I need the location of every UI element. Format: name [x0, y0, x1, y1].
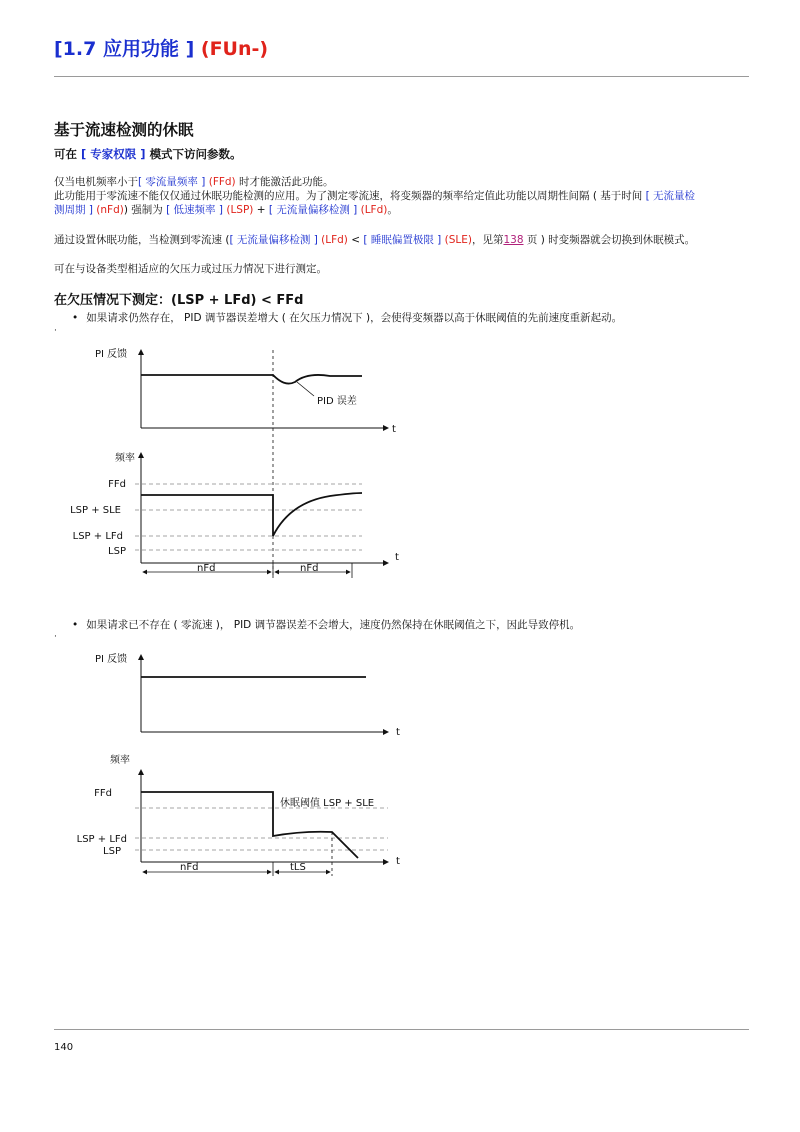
code-lfd: (LFd): [360, 204, 388, 216]
para1-line3: [54, 203, 754, 218]
param-link-nfd-cont[interactable]: 测周期 ]: [54, 204, 93, 216]
interval-label-2: nFd: [300, 563, 319, 574]
code-lfd: (LFd): [321, 234, 348, 246]
pi-feedback-label: PI 反馈: [95, 654, 128, 665]
stray-dot: ·: [54, 632, 57, 642]
code-sle: (SLE): [444, 234, 472, 246]
footer-rule: [54, 1029, 749, 1030]
frequency-curve: [141, 493, 362, 536]
lsp-label: LSP: [108, 546, 126, 557]
bullet-dot: •: [72, 312, 79, 324]
text: 此功能用于零流速不能仅仅通过休眠功能检测的应用。为了测定零流速，将变频器的频率给定值此功能以周期性间隔 ( 基于时间: [54, 190, 646, 202]
lsp-label: LSP: [103, 846, 121, 857]
interval-label-1: nFd: [197, 563, 216, 574]
ffd-label: FFd: [108, 479, 126, 490]
para3: 可在与设备类型相适应的欠压力或过压力情况下进行测定。: [54, 263, 327, 275]
interval-label-1: nFd: [180, 862, 199, 873]
ffd-label: FFd: [94, 788, 112, 799]
pid-error-label: PID 误差: [317, 396, 357, 407]
param-link-lsp[interactable]: [ 低速频率 ]: [166, 204, 223, 216]
diagram-2: [0, 640, 800, 880]
sleep-threshold-label: 休眠阈值 LSP + SLE: [280, 798, 375, 809]
frequency-label: 频率: [115, 453, 135, 464]
param-link-lfd[interactable]: [ 无流量偏移检测 ]: [229, 234, 318, 246]
time-label: t: [392, 424, 396, 435]
text: 页 ) 时变频器就会切换到休眠模式。: [526, 234, 696, 246]
param-link-lfd[interactable]: [ 无流量偏移检测 ]: [268, 204, 358, 216]
text: 通过设置休眠功能，当检测到零流速 (: [54, 234, 230, 246]
time-label: t: [396, 856, 400, 867]
header-rule: [54, 76, 749, 77]
param-link-ffd[interactable]: [ 零流量频率 ]: [138, 176, 206, 188]
param-link-nfd[interactable]: [ 无流量检: [645, 190, 696, 202]
section-heading: 基于流速检测的休眠: [54, 121, 194, 139]
frequency-label: 频率: [110, 755, 130, 766]
pi-feedback-label: PI 反馈: [95, 349, 128, 360]
text: <: [351, 234, 361, 246]
para1-line1: [54, 175, 754, 190]
pid-error-leader: [297, 382, 314, 396]
text: 。: [387, 204, 398, 216]
bullet-dot: •: [72, 619, 79, 631]
pi-feedback-curve: [141, 375, 362, 384]
code-lsp: (LSP): [226, 204, 254, 216]
text: ) 强制为: [123, 204, 163, 216]
time-label: t: [396, 727, 400, 738]
bullet-1: [72, 310, 622, 325]
bullet-2: [72, 617, 580, 632]
subsection-heading: 在欠压情况下测定：(LSP + LFd) < FFd: [54, 293, 304, 308]
text: ，见第: [471, 234, 504, 246]
interval-label-2: tLS: [290, 862, 306, 873]
bullet-text: 如果请求仍然存在， PID 调节器误差增大 ( 在欠压力情况下 )，会使得变频器以高于休眠阈值的先前速度重新起动。: [86, 312, 623, 324]
diagram-1: [0, 330, 800, 580]
time-label: t: [395, 552, 399, 563]
access-line: [54, 146, 242, 162]
text: +: [256, 204, 266, 216]
text: 仅当电机频率小于: [54, 176, 138, 188]
code-ffd: (FFd): [208, 176, 236, 188]
title-bracket: [1.7 应用功能 ]: [54, 38, 195, 60]
lsp-lfd-label: LSP + LFd: [76, 834, 127, 845]
lsp-sle-label: LSP + SLE: [70, 505, 121, 516]
param-link-sle[interactable]: [ 睡眠偏置极限 ]: [363, 234, 442, 246]
page-reference-link[interactable]: 138: [503, 234, 524, 246]
stray-dot: ·: [54, 326, 57, 336]
code-nfd: (nFd): [96, 204, 124, 216]
page-title: [54, 34, 268, 61]
page-number: 140: [54, 1042, 74, 1053]
access-prefix: 可在: [54, 147, 77, 161]
lsp-lfd-label: LSP + LFd: [72, 531, 123, 542]
title-code: (FUn-): [200, 38, 269, 60]
bullet-text: 如果请求已不存在 ( 零流速 )， PID 调节器误差不会增大，速度仍然保持在休眠阈值之下，因此导致停机。: [86, 619, 581, 631]
access-suffix: 模式下访问参数。: [149, 147, 242, 161]
para2: [54, 233, 754, 248]
text: 时才能激活此功能。: [239, 176, 334, 188]
para1-line2: [54, 189, 754, 204]
access-level-link[interactable]: [ 专家权限 ]: [81, 147, 146, 161]
